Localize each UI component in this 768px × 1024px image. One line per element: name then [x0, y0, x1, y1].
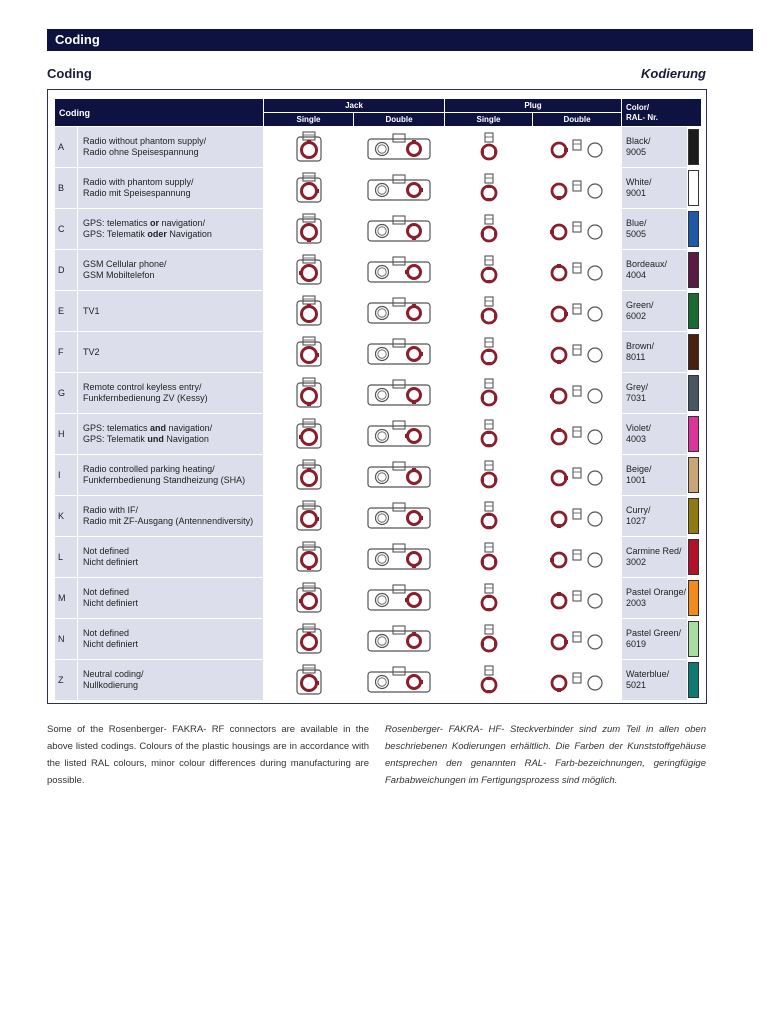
desc-en: Radio controlled parking heating/ — [83, 464, 215, 474]
jack-double-icon — [354, 127, 444, 167]
color-ral — [622, 209, 687, 249]
color-swatch — [688, 293, 699, 329]
table-row — [55, 660, 701, 701]
desc-en: TV2 — [83, 346, 100, 357]
color-ral — [622, 291, 687, 331]
color-ral — [622, 127, 687, 167]
color-name: Pastel Orange/ — [626, 587, 687, 597]
coding-description — [78, 168, 263, 208]
header-color — [622, 99, 701, 126]
ral-number: 9001 — [626, 188, 647, 198]
color-swatch — [688, 375, 699, 411]
plug-double-icon — [533, 250, 621, 290]
coding-description — [78, 414, 263, 454]
plug-single-icon — [445, 660, 532, 700]
jack-single-icon — [264, 496, 353, 536]
jack-single-icon — [264, 660, 353, 700]
coding-letter: G — [55, 373, 77, 413]
coding-letter: N — [55, 619, 77, 659]
table-row — [55, 127, 701, 168]
header-color-line2: RAL- Nr. — [626, 112, 658, 122]
coding-letter: D — [55, 250, 77, 290]
coding-description — [78, 209, 263, 249]
ral-number: 4003 — [626, 434, 647, 444]
ral-number: 7031 — [626, 393, 647, 403]
page-title-de: Kodierung — [641, 66, 706, 81]
plug-single-icon — [445, 250, 532, 290]
coding-letter: I — [55, 455, 77, 495]
table-header — [55, 99, 701, 126]
desc-de: GSM Mobiltelefon — [83, 270, 155, 280]
color-name: Blue/ — [626, 218, 647, 228]
jack-single-icon — [264, 168, 353, 208]
plug-double-icon — [533, 332, 621, 372]
jack-double-icon — [354, 537, 444, 577]
color-name: Black/ — [626, 136, 651, 146]
desc-en: Neutral coding/ — [83, 669, 144, 679]
jack-double-icon — [354, 250, 444, 290]
color-name: Curry/ — [626, 505, 651, 515]
desc-en: Not defined — [83, 628, 130, 638]
coding-description — [78, 127, 263, 167]
plug-double-icon — [533, 127, 621, 167]
coding-letter: K — [55, 496, 77, 536]
plug-double-icon — [533, 660, 621, 700]
jack-single-icon — [264, 250, 353, 290]
coding-description — [78, 332, 263, 372]
coding-letter: Z — [55, 660, 77, 700]
color-swatch — [688, 211, 699, 247]
ral-number: 1001 — [626, 475, 647, 485]
jack-double-icon — [354, 496, 444, 536]
color-swatch — [688, 621, 699, 657]
jack-single-icon — [264, 619, 353, 659]
desc-de: Nullkodierung — [83, 680, 139, 690]
table-row — [55, 537, 701, 578]
desc-en: Not defined — [83, 546, 130, 556]
table-row — [55, 168, 701, 209]
ral-number: 2003 — [626, 598, 647, 608]
plug-single-icon — [445, 332, 532, 372]
table-row — [55, 496, 701, 537]
color-swatch — [688, 662, 699, 698]
desc-de: GPS: Telematik und Navigation — [83, 434, 209, 444]
jack-single-icon — [264, 537, 353, 577]
color-ral — [622, 414, 687, 454]
desc-en: Not defined — [83, 587, 130, 597]
ral-number: 1027 — [626, 516, 647, 526]
jack-double-icon — [354, 373, 444, 413]
color-ral — [622, 578, 687, 618]
plug-single-icon — [445, 291, 532, 331]
section-banner: Coding — [47, 29, 753, 51]
plug-single-icon — [445, 455, 532, 495]
desc-de: Funkfernbedienung ZV (Kessy) — [83, 393, 208, 403]
desc-de: Nicht definiert — [83, 639, 139, 649]
table-row — [55, 414, 701, 455]
table-row — [55, 578, 701, 619]
color-swatch — [688, 170, 699, 206]
coding-description — [78, 496, 263, 536]
jack-double-icon — [354, 660, 444, 700]
ral-number: 3002 — [626, 557, 647, 567]
plug-single-icon — [445, 537, 532, 577]
table-body — [55, 127, 701, 701]
coding-table — [55, 99, 701, 701]
jack-double-icon — [354, 168, 444, 208]
plug-single-icon — [445, 209, 532, 249]
plug-double-icon — [533, 496, 621, 536]
jack-double-icon — [354, 332, 444, 372]
jack-single-icon — [264, 332, 353, 372]
color-name: Brown/ — [626, 341, 655, 351]
plug-single-icon — [445, 496, 532, 536]
jack-double-icon — [354, 578, 444, 618]
color-name: Green/ — [626, 300, 654, 310]
desc-de: Radio mit ZF-Ausgang (Antennendiversity) — [83, 516, 254, 526]
jack-single-icon — [264, 209, 353, 249]
desc-en: Radio without phantom supply/ — [83, 136, 207, 146]
plug-single-icon — [445, 168, 532, 208]
header-coding: Coding — [55, 99, 263, 126]
color-swatch — [688, 334, 699, 370]
ral-number: 4004 — [626, 270, 647, 280]
coding-letter: C — [55, 209, 77, 249]
jack-double-icon — [354, 209, 444, 249]
color-ral — [622, 250, 687, 290]
desc-en: Radio with phantom supply/ — [83, 177, 194, 187]
jack-single-icon — [264, 291, 353, 331]
table-row — [55, 455, 701, 496]
ral-number: 5021 — [626, 680, 647, 690]
plug-double-icon — [533, 373, 621, 413]
coding-description — [78, 619, 263, 659]
plug-double-icon — [533, 537, 621, 577]
jack-single-icon — [264, 373, 353, 413]
jack-single-icon — [264, 455, 353, 495]
color-name: Bordeaux/ — [626, 259, 668, 269]
desc-en: GPS: telematics and navigation/ — [83, 423, 213, 433]
plug-double-icon — [533, 291, 621, 331]
desc-de: Funkfernbedienung Standheizung (SHA) — [83, 475, 246, 485]
plug-double-icon — [533, 168, 621, 208]
desc-de: Radio mit Speisespannung — [83, 188, 191, 198]
header-plug-single: Single — [445, 113, 532, 126]
jack-double-icon — [354, 619, 444, 659]
color-name: Waterblue/ — [626, 669, 670, 679]
coding-letter: L — [55, 537, 77, 577]
coding-description — [78, 291, 263, 331]
plug-double-icon — [533, 578, 621, 618]
color-name: White/ — [626, 177, 652, 187]
table-row — [55, 250, 701, 291]
color-ral — [622, 455, 687, 495]
color-ral — [622, 168, 687, 208]
coding-letter: A — [55, 127, 77, 167]
color-swatch — [688, 539, 699, 575]
desc-en: GSM Cellular phone/ — [83, 259, 167, 269]
ral-number: 8011 — [626, 352, 646, 362]
desc-de: GPS: Telematik oder Navigation — [83, 229, 212, 239]
plug-single-icon — [445, 127, 532, 167]
table-row — [55, 332, 701, 373]
coding-letter: H — [55, 414, 77, 454]
coding-description — [78, 537, 263, 577]
color-swatch — [688, 252, 699, 288]
ral-number: 5005 — [626, 229, 647, 239]
desc-de: Nicht definiert — [83, 557, 139, 567]
desc-de: Nicht definiert — [83, 598, 139, 608]
table-row — [55, 291, 701, 332]
color-name: Carmine Red/ — [626, 546, 682, 556]
color-ral — [622, 619, 687, 659]
coding-letter: M — [55, 578, 77, 618]
header-jack-single: Single — [264, 113, 353, 126]
color-swatch — [688, 498, 699, 534]
color-swatch — [688, 416, 699, 452]
desc-en: TV1 — [83, 305, 100, 316]
jack-single-icon — [264, 127, 353, 167]
jack-double-icon — [354, 291, 444, 331]
color-ral — [622, 373, 687, 413]
color-swatch — [688, 580, 699, 616]
plug-single-icon — [445, 578, 532, 618]
table-row — [55, 619, 701, 660]
header-jack: Jack — [264, 99, 444, 112]
color-ral — [622, 332, 687, 372]
coding-letter: F — [55, 332, 77, 372]
coding-letter: B — [55, 168, 77, 208]
color-name: Beige/ — [626, 464, 652, 474]
desc-en: Radio with IF/ — [83, 505, 139, 515]
coding-letter: E — [55, 291, 77, 331]
coding-description — [78, 455, 263, 495]
desc-en: Remote control keyless entry/ — [83, 382, 202, 392]
coding-description — [78, 250, 263, 290]
plug-double-icon — [533, 455, 621, 495]
desc-en: GPS: telematics or navigation/ — [83, 218, 206, 228]
header-color-line1: Color/ — [626, 102, 650, 112]
color-name: Pastel Green/ — [626, 628, 682, 638]
ral-number: 6002 — [626, 311, 647, 321]
plug-single-icon — [445, 619, 532, 659]
table-row — [55, 209, 701, 250]
plug-double-icon — [533, 619, 621, 659]
header-plug: Plug — [445, 99, 621, 112]
header-jack-double: Double — [354, 113, 444, 126]
plug-double-icon — [533, 209, 621, 249]
page-title-en: Coding — [47, 66, 92, 81]
jack-double-icon — [354, 414, 444, 454]
color-ral — [622, 660, 687, 700]
jack-single-icon — [264, 578, 353, 618]
jack-double-icon — [354, 455, 444, 495]
color-ral — [622, 537, 687, 577]
header-plug-double: Double — [533, 113, 621, 126]
color-swatch — [688, 457, 699, 493]
color-swatch — [688, 129, 699, 165]
color-name: Violet/ — [626, 423, 651, 433]
coding-description — [78, 578, 263, 618]
plug-single-icon — [445, 414, 532, 454]
coding-description — [78, 660, 263, 700]
plug-single-icon — [445, 373, 532, 413]
ral-number: 9005 — [626, 147, 647, 157]
plug-double-icon — [533, 414, 621, 454]
footnote-de: Rosenberger- FAKRA- HF- Steckverbinder sind zum Teil in allen oben beschriebenen Kodierungen erhältlich. Die Farben der Kunststoffgehäuse entsprechen den genannten RAL- Farb-bezeichnungen, geringfügige Farbabweichungen im Fertigungsprozess sind möglich. — [385, 724, 706, 786]
color-name: Grey/ — [626, 382, 649, 392]
color-ral — [622, 496, 687, 536]
table-row — [55, 373, 701, 414]
jack-single-icon — [264, 414, 353, 454]
ral-number: 6019 — [626, 639, 647, 649]
footnote-en: Some of the Rosenberger- FAKRA- RF connectors are available in the above listed codings. Colours of the plastic housings are in accordance with the listed RAL colours, minor colour differences during manufacturing are possible. — [47, 724, 369, 786]
desc-de: Radio ohne Speisespannung — [83, 147, 199, 157]
coding-description — [78, 373, 263, 413]
